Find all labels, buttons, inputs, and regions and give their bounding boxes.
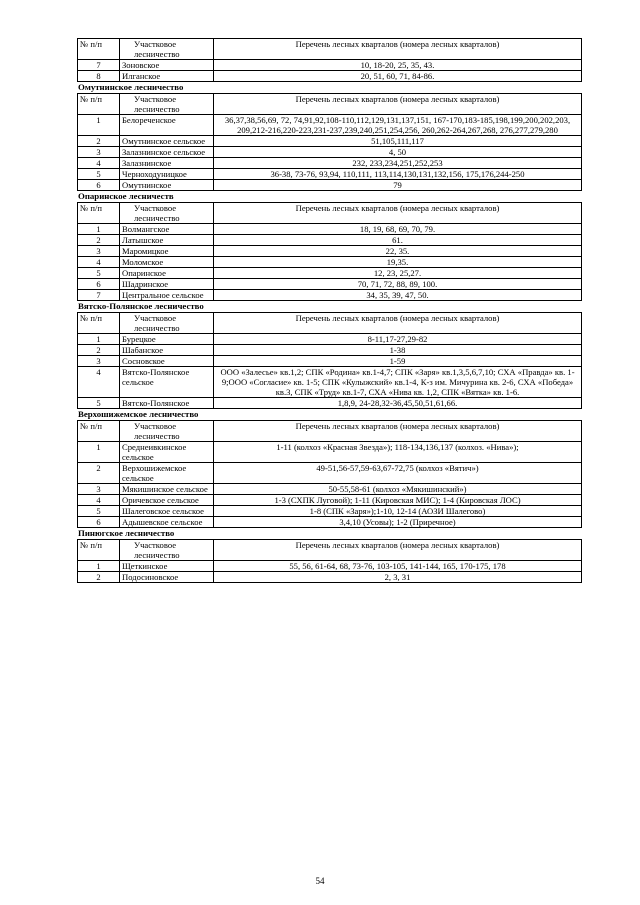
row-number: 1 — [78, 561, 120, 572]
row-number: 5 — [78, 169, 120, 180]
header-forestry: Участковое лесничество — [120, 39, 214, 60]
quarters-list: 12, 23, 25,27. — [214, 268, 582, 279]
row-number: 4 — [78, 495, 120, 506]
forestry-name: Маромицкое — [120, 246, 214, 257]
row-number: 1 — [78, 334, 120, 345]
table-row — [78, 345, 582, 356]
forestry-name: Залазнинское сельское — [120, 147, 214, 158]
header-quarters: Перечень лесных кварталов (номера лесных кварталов) — [214, 313, 582, 334]
row-number: 6 — [78, 517, 120, 528]
page-number: 54 — [315, 876, 325, 886]
forestry-name: Вятско-Полянское сельское — [120, 367, 214, 398]
row-number: 2 — [78, 136, 120, 147]
quarters-list: 36,37,38,56,69, 72, 74,91,92,108-110,112,129,131,137,151, 167-170,183-185,198,199,200,202,203, 209,212-216,220-223,231-237,239,240,251,254,256, 260,262-264,267,268, 276,277,279,280 — [214, 115, 582, 136]
forestry-name: Центральное сельское — [120, 290, 214, 301]
header-num: № п/п — [78, 203, 120, 224]
row-number: 5 — [78, 268, 120, 279]
row-number: 3 — [78, 484, 120, 495]
table-row — [78, 180, 582, 191]
header-quarters: Перечень лесных кварталов (номера лесных кварталов) — [214, 94, 582, 115]
table-row — [78, 442, 582, 463]
row-number: 8 — [78, 71, 120, 82]
table-row — [78, 290, 582, 301]
forestry-table — [77, 420, 582, 528]
table-row — [78, 484, 582, 495]
row-number: 3 — [78, 246, 120, 257]
row-number: 5 — [78, 506, 120, 517]
header-forestry: Участковое лесничество — [120, 313, 214, 334]
document-body — [77, 38, 581, 583]
row-number: 2 — [78, 572, 120, 583]
table-row — [78, 71, 582, 82]
table-row — [78, 398, 582, 409]
forestry-name: Омутнинское — [120, 180, 214, 191]
quarters-list: 8-11,17-27,29-82 — [214, 334, 582, 345]
table-row — [78, 367, 582, 398]
table-row — [78, 506, 582, 517]
quarters-list: 1-38 — [214, 345, 582, 356]
header-num: № п/п — [78, 313, 120, 334]
forestry-name: Опаринское — [120, 268, 214, 279]
row-number: 1 — [78, 115, 120, 136]
table-row — [78, 561, 582, 572]
header-forestry: Участковое лесничество — [120, 540, 214, 561]
forestry-name: Белореченское — [120, 115, 214, 136]
section-title: Пинюгское лесничество — [78, 528, 175, 538]
forestry-name: Верхошижемское сельское — [120, 463, 214, 484]
header-num: № п/п — [78, 39, 120, 60]
header-quarters: Перечень лесных кварталов (номера лесных кварталов) — [214, 421, 582, 442]
row-number: 2 — [78, 463, 120, 484]
header-num: № п/п — [78, 421, 120, 442]
table-row — [78, 60, 582, 71]
row-number: 2 — [78, 235, 120, 246]
forestry-name: Сосновское — [120, 356, 214, 367]
header-row — [78, 39, 582, 60]
header-row — [78, 203, 582, 224]
forestry-table — [77, 202, 582, 301]
table-row — [78, 136, 582, 147]
table-row — [78, 235, 582, 246]
forestry-name: Зоновское — [120, 60, 214, 71]
row-number: 1 — [78, 442, 120, 463]
header-row — [78, 313, 582, 334]
table-row — [78, 224, 582, 235]
quarters-list: 1,8,9, 24-28,32-36,45,50,51,61,66. — [214, 398, 582, 409]
table-row — [78, 268, 582, 279]
table-row — [78, 246, 582, 257]
row-number: 2 — [78, 345, 120, 356]
quarters-list: 55, 56, 61-64, 68, 73-76, 103-105, 141-144, 165, 170-175, 178 — [214, 561, 582, 572]
forestry-name: Шадринское — [120, 279, 214, 290]
forestry-name: Латышское — [120, 235, 214, 246]
header-num: № п/п — [78, 94, 120, 115]
row-number: 7 — [78, 60, 120, 71]
forestry-name: Бурецкое — [120, 334, 214, 345]
row-number: 4 — [78, 367, 120, 398]
row-number: 3 — [78, 147, 120, 158]
quarters-list: 61. — [214, 235, 582, 246]
quarters-list: 18, 19, 68, 69, 70, 79. — [214, 224, 582, 235]
section-title: Омутнинское лесничество — [78, 82, 184, 92]
row-number: 7 — [78, 290, 120, 301]
quarters-list: 1-3 (СХПК Луговой); 1-11 (Кировская МИС); 1-4 (Кировская ЛОС) — [214, 495, 582, 506]
quarters-list: 19,35. — [214, 257, 582, 268]
row-number: 6 — [78, 279, 120, 290]
forestry-name: Шалеговское сельское — [120, 506, 214, 517]
forestry-name: Волмангское — [120, 224, 214, 235]
table-row — [78, 169, 582, 180]
table-row — [78, 115, 582, 136]
forestry-table — [77, 93, 582, 191]
forestry-name: Вятско-Полянское — [120, 398, 214, 409]
section-title: Вятско-Полянское лесничество — [78, 301, 204, 311]
forestry-name: Оричевское сельское — [120, 495, 214, 506]
quarters-list: 10, 18-20, 25, 35, 43. — [214, 60, 582, 71]
table-row — [78, 356, 582, 367]
quarters-list: 49-51,56-57,59-63,67-72,75 (колхоз «Вятич») — [214, 463, 582, 484]
quarters-list: 51,105,111,117 — [214, 136, 582, 147]
row-number: 3 — [78, 356, 120, 367]
header-quarters: Перечень лесных кварталов (номера лесных кварталов) — [214, 203, 582, 224]
quarters-list: 79 — [214, 180, 582, 191]
table-row — [78, 158, 582, 169]
quarters-list: 70, 71, 72, 88, 89, 100. — [214, 279, 582, 290]
row-number: 6 — [78, 180, 120, 191]
header-quarters: Перечень лесных кварталов (номера лесных кварталов) — [214, 540, 582, 561]
quarters-list: 1-59 — [214, 356, 582, 367]
forestry-table — [77, 539, 582, 583]
forestry-name: Адышевское сельское — [120, 517, 214, 528]
row-number: 4 — [78, 158, 120, 169]
quarters-list: 3,4,10 (Усовы); 1-2 (Приречное) — [214, 517, 582, 528]
forestry-name: Шабанское — [120, 345, 214, 356]
quarters-list: 36-38, 73-76, 93,94, 110,111, 113,114,130,131,132,156, 175,176,244-250 — [214, 169, 582, 180]
section-title: Верхошижемское лесничество — [78, 409, 199, 419]
row-number: 4 — [78, 257, 120, 268]
table-row — [78, 279, 582, 290]
table-row — [78, 147, 582, 158]
header-quarters: Перечень лесных кварталов (номера лесных кварталов) — [214, 39, 582, 60]
table-row — [78, 495, 582, 506]
quarters-list: 4, 50 — [214, 147, 582, 158]
quarters-list: 22, 35. — [214, 246, 582, 257]
quarters-list: 2, 3, 31 — [214, 572, 582, 583]
forestry-name: Среднеивкинское сельское — [120, 442, 214, 463]
row-number: 1 — [78, 224, 120, 235]
forestry-table — [77, 38, 582, 82]
quarters-list: ООО «Залесье» кв.1,2; СПК «Родина» кв.1-4,7; СПК «Заря» кв.1,3,5,6,7,10; СХА «Правда» кв. 1-9;ООО «Согласие» кв. 1-5; СПК «Кулыжский» кв.1-4, К-з им. Мичурина кв. 2-6, СХА «Победа» кв.3, СПК «Труд» кв.1-7, СХА «Нива кв. 1,2, СПК «Вятка» кв. 1-6. — [214, 367, 582, 398]
quarters-list: 50-55,58-61 (колхоз «Мякишинский») — [214, 484, 582, 495]
header-num: № п/п — [78, 540, 120, 561]
forestry-name: Залазнинское — [120, 158, 214, 169]
forestry-name: Щеткинское — [120, 561, 214, 572]
table-row — [78, 257, 582, 268]
forestry-name: Мякишинское сельское — [120, 484, 214, 495]
quarters-list: 1-8 (СПК «Заря»);1-10, 12-14 (АОЗИ Шалегово) — [214, 506, 582, 517]
row-number: 5 — [78, 398, 120, 409]
table-row — [78, 334, 582, 345]
quarters-list: 1-11 (колхоз «Красная Звезда»); 118-134,136,137 (колхоз. «Нива»); — [214, 442, 582, 463]
quarters-list: 232, 233,234,251,252,253 — [214, 158, 582, 169]
header-row — [78, 94, 582, 115]
table-row — [78, 463, 582, 484]
table-row — [78, 517, 582, 528]
header-row — [78, 421, 582, 442]
forestry-name: Черноходуницкое — [120, 169, 214, 180]
forestry-table — [77, 312, 582, 409]
section-title: Опаринское лесничеств — [78, 191, 174, 201]
quarters-list: 34, 35, 39, 47, 50. — [214, 290, 582, 301]
header-forestry: Участковое лесничество — [120, 421, 214, 442]
forestry-name: Подосиновское — [120, 572, 214, 583]
header-forestry: Участковое лесничество — [120, 94, 214, 115]
forestry-name: Илганское — [120, 71, 214, 82]
table-row — [78, 572, 582, 583]
forestry-name: Омутнинское сельское — [120, 136, 214, 147]
header-forestry: Участковое лесничество — [120, 203, 214, 224]
quarters-list: 20, 51, 60, 71, 84-86. — [214, 71, 582, 82]
header-row — [78, 540, 582, 561]
forestry-name: Моломское — [120, 257, 214, 268]
